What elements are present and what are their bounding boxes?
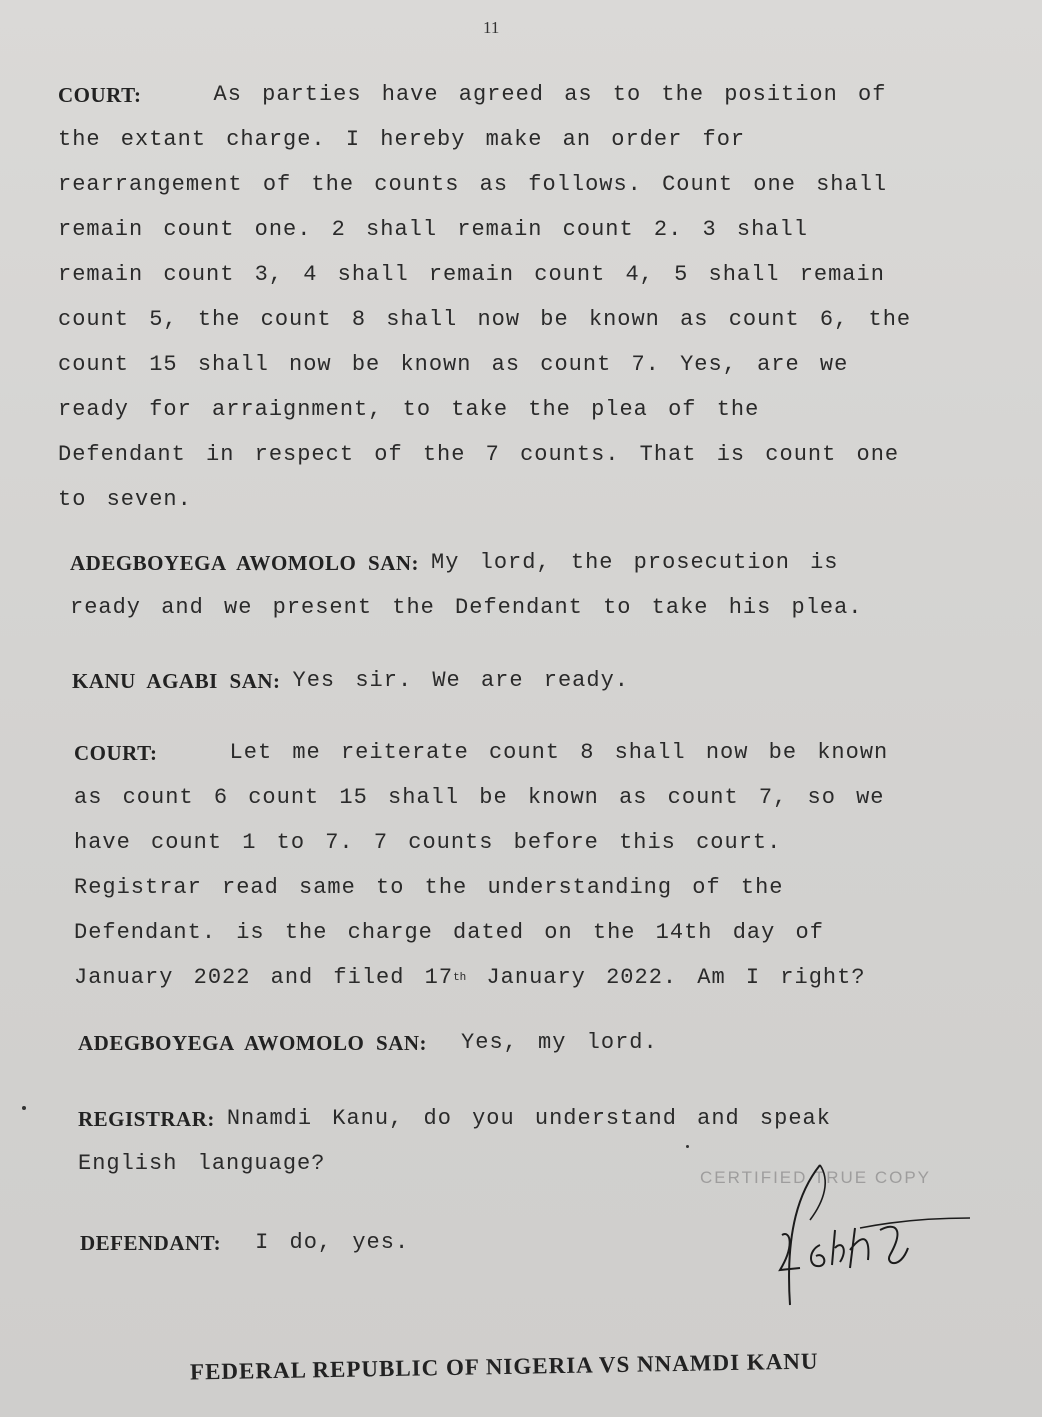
speaker-label: REGISTRAR: [78, 1107, 215, 1131]
transcript-line: to seven. [58, 487, 192, 512]
transcript-line: ready for arraignment, to take the plea of the [58, 397, 760, 422]
transcript-text: January 2022 and filed 17 [74, 965, 454, 990]
transcript-text: Yes sir. We are ready. [292, 668, 629, 693]
margin-dot [22, 1106, 26, 1110]
case-title-footer: FEDERAL REPUBLIC OF NIGERIA VS NNAMDI KANU [189, 1348, 819, 1385]
court-statement-2 [74, 738, 948, 1008]
ordinal-suffix: th [453, 972, 467, 984]
transcript-line [58, 80, 924, 125]
transcript-line [74, 963, 948, 1008]
transcript-line: ready and we present the Defendant to take his plea. [70, 595, 863, 620]
speaker-label: ADEGBOYEGA AWOMOLO SAN: [70, 551, 420, 575]
speaker-label: COURT: [58, 83, 142, 107]
transcript-line: Registrar read same to the understanding of the [74, 875, 784, 900]
speaker-label: COURT: [74, 741, 158, 765]
transcript-text: My lord, the prosecution is [431, 550, 839, 575]
speaker-label: DEFENDANT: [80, 1231, 222, 1255]
transcript-line [78, 1104, 960, 1149]
transcript-line [74, 738, 948, 783]
prosecution-statement-2 [78, 1028, 944, 1073]
prosecution-statement-1 [70, 548, 936, 638]
transcript-text: Let me reiterate count 8 shall now be known [229, 740, 889, 765]
transcript-line: remain count one. 2 shall remain count 2. 3 shall [58, 217, 808, 242]
transcript-text: I do, yes. [255, 1230, 410, 1255]
transcript-text: January 2022. Am I right? [466, 965, 866, 990]
transcript-line: count 5, the count 8 shall now be known as count 6, the [58, 307, 912, 332]
transcript-line [70, 548, 936, 593]
transcript-line: as count 6 count 15 shall be known as count 7, so we [74, 785, 885, 810]
court-statement-1 [58, 80, 924, 530]
margin-dot [686, 1145, 689, 1148]
signature-icon [690, 1160, 990, 1310]
page-number: 11 [483, 18, 500, 37]
transcript-text: Nnamdi Kanu, do you understand and speak [226, 1106, 831, 1131]
transcript-line: have count 1 to 7. 7 counts before this court. [74, 830, 782, 855]
transcript-line [78, 1028, 944, 1073]
transcript-line: the extant charge. I hereby make an order for [58, 127, 746, 152]
transcript-line: rearrangement of the counts as follows. Count one shall [58, 172, 888, 197]
defence-statement [72, 666, 938, 711]
transcript-line: Defendant in respect of the 7 counts. That is count one [58, 442, 900, 467]
transcript-text: Yes, my lord. [461, 1030, 658, 1055]
transcript-line: English language? [78, 1151, 326, 1176]
transcript-text: As parties have agreed as to the position of [213, 82, 887, 107]
certification-stamp [690, 1160, 990, 1310]
transcript-line: remain count 3, 4 shall remain count 4, 5 shall remain [58, 262, 885, 287]
transcript-line: Defendant. is the charge dated on the 14th day of [74, 920, 824, 945]
transcript-line: count 15 shall now be known as count 7. Yes, are we [58, 352, 849, 377]
speaker-label: KANU AGABI SAN: [72, 669, 281, 693]
transcript-line [72, 666, 938, 711]
stamp-text: CERTIFIED TRUE COPY [700, 1168, 932, 1187]
speaker-label: ADEGBOYEGA AWOMOLO SAN: [78, 1031, 428, 1055]
